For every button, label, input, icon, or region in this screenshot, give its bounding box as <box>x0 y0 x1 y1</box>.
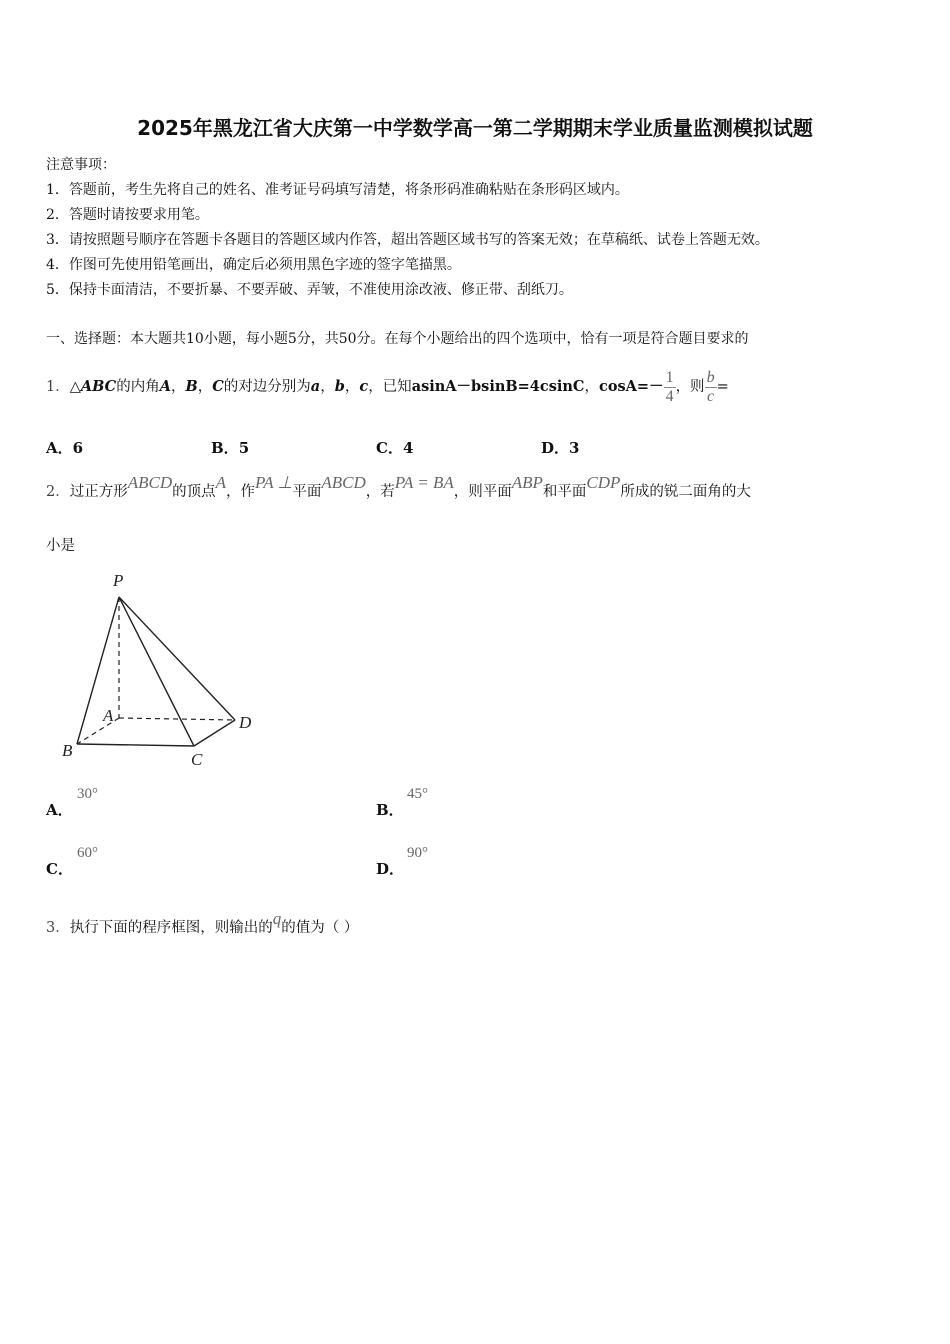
fraction-b-over-c: $\frac{b}{c}$ <box>706 368 715 405</box>
notice-item: 4．作图可先使用铅笔画出，确定后必须用黑色字迹的签字笔描黑。 <box>46 257 461 273</box>
notice-heading: 注意事项： <box>46 157 116 173</box>
pyramid-figure <box>55 568 265 773</box>
label-P: P <box>113 571 124 590</box>
question-number: 1． <box>46 379 70 395</box>
notice-item: 5．保持卡面清洁，不要折暴、不要弄破、弄皱，不准使用涂改液、修正带、刮纸刀。 <box>46 282 573 298</box>
notice-item: 2．答题时请按要求用笔。 <box>46 207 209 223</box>
question-1: 1．△ABC的内角A，B，C的对边分别为a，b，c，已知asinA－bsinB=4csinC，cosA=－ $\frac{1}{4}$ ，则 $\frac{b}{c}$ = <box>46 368 729 405</box>
edge-CD <box>194 720 235 746</box>
edge-AD-hidden <box>119 718 235 720</box>
question-2-continued: 小是 <box>46 538 75 554</box>
q2-option-b-value: 45° <box>407 786 428 802</box>
equation: asinA－bsinB=4csinC <box>411 378 585 395</box>
label-A: A <box>103 706 114 725</box>
question-3: 3．执行下面的程序框图，则输出的q的值为（ ） <box>46 909 359 936</box>
q2-option-d[interactable]: D． <box>376 860 405 878</box>
equation: cosA=－ <box>598 378 664 395</box>
edge-PD <box>119 597 235 720</box>
edge-BC <box>77 744 194 746</box>
question-number: 2． <box>46 484 70 500</box>
question-2: 2．过正方形ABCD的顶点A，作PA ⊥平面ABCD，若PA = BA，则平面ABP和平面CDP所成的锐二面角的大 <box>46 473 751 500</box>
q1-option-d[interactable]: D．3 <box>541 439 580 457</box>
q2-option-d-value: 90° <box>407 845 428 861</box>
label-B: B <box>62 741 73 760</box>
notice-item: 3．请按照题号顺序在答题卡各题目的答题区域内作答，超出答题区域书写的答案无效；在草稿纸、试卷上答题无效。 <box>46 232 769 248</box>
notice-item: 1．答题前，考生先将自己的姓名、准考证号码填写清楚，将条形码准确粘贴在条形码区域内。 <box>46 182 629 198</box>
q2-option-c-value: 60° <box>77 845 98 861</box>
section-heading: 一、选择题：本大题共10小题，每小题5分，共50分。在每个小题给出的四个选项中，恰有一项是符合题目要求的 <box>46 331 749 347</box>
label-D: D <box>239 713 252 732</box>
q1-option-a[interactable]: A．6 <box>46 439 84 457</box>
page-title: 2025年黑龙江省大庆第一中学数学高一第二学期期末学业质量监测模拟试题 <box>137 116 813 140</box>
q2-option-a[interactable]: A． <box>46 801 73 819</box>
fraction-one-quarter: $\frac{1}{4}$ <box>665 368 674 405</box>
q2-option-b[interactable]: B． <box>376 801 404 819</box>
question-number: 3． <box>46 920 70 936</box>
edge-PC <box>119 597 194 746</box>
q1-option-b[interactable]: B．5 <box>211 439 250 457</box>
q2-option-a-value: 30° <box>77 786 98 802</box>
q2-option-c[interactable]: C． <box>46 860 73 878</box>
label-C: C <box>191 750 203 769</box>
q1-option-c[interactable]: C．4 <box>376 439 414 457</box>
